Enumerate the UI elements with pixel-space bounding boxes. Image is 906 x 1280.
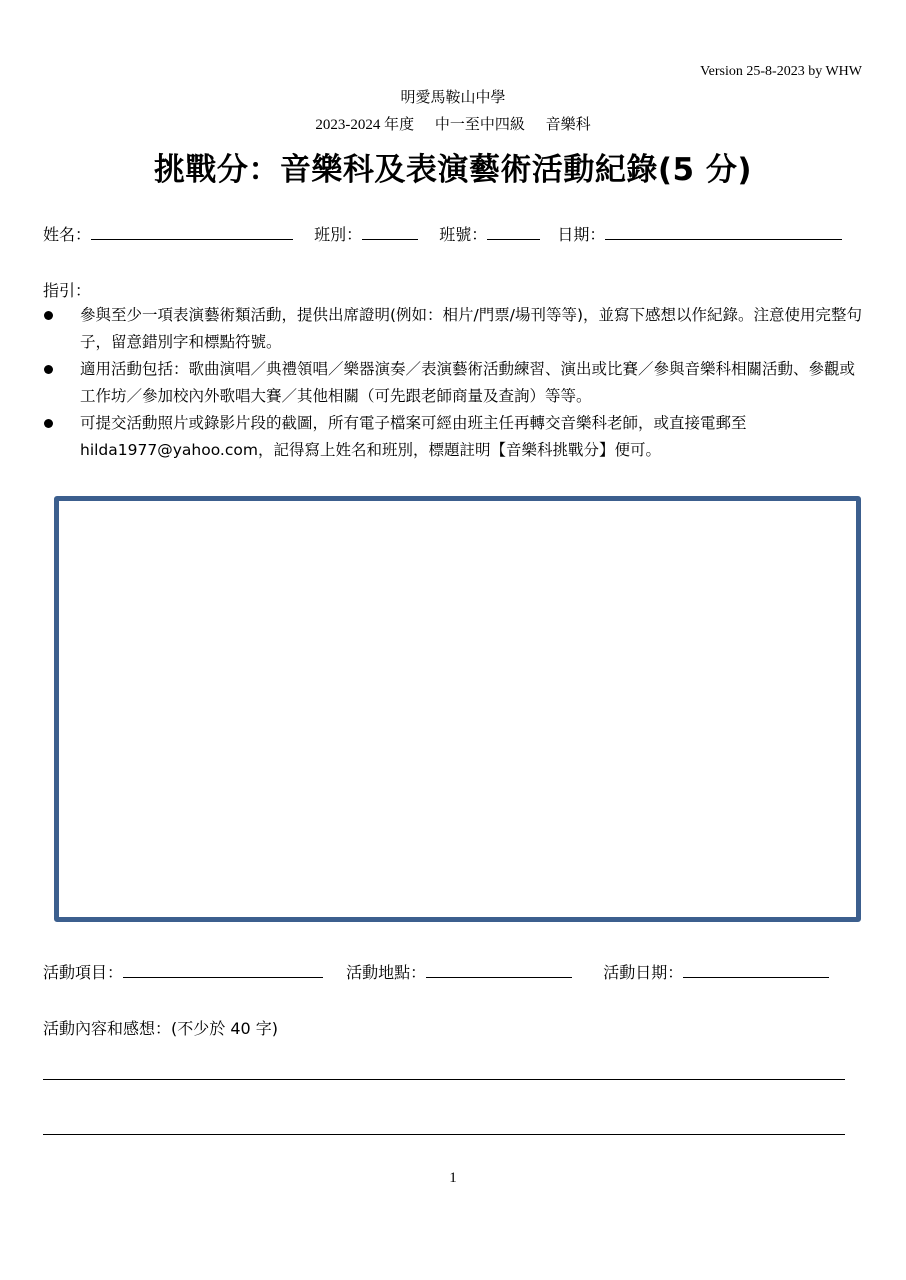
student-info-row [43,222,842,245]
reflection-label: 活動內容和感想：(不少於 40 字) [43,1019,279,1038]
name-label: 姓名： [43,225,92,244]
bullet-icon [44,365,53,374]
reflection-line[interactable] [43,1079,845,1080]
activity-info-row [43,960,829,983]
class-number-label: 班號： [439,225,488,244]
list-item: 可提交活動照片或錄影片段的截圖，所有電子檔案可經由班主任再轉交音樂科老師，或直接電郵至 hilda1977@yahoo.com，記得寫上姓名和班別，標題註明【音樂科挑戰分】便可。 [43,410,865,464]
page-number: 1 [449,1170,457,1186]
activity-location-field[interactable] [426,963,572,978]
date-label: 日期： [557,225,606,244]
form-range: 中一至中四級 [434,115,525,133]
list-item: 適用活動包括：歌曲演唱／典禮領唱／樂器演奏／表演藝術活動練習、演出或比賽／參與音樂科相關活動、參觀或工作坊／參加校內外歌唱大賽／其他相關（可先跟老師商量及查詢）等等。 [43,356,865,410]
bullet-icon [44,311,53,320]
school-name: 明愛馬鞍山中學 [400,88,506,106]
activity-item-label: 活動項目： [43,963,124,982]
activity-location-label: 活動地點： [346,963,427,982]
subject-name: 音樂科 [545,115,591,133]
year-line [0,113,906,134]
date-field[interactable] [605,225,842,240]
academic-year: 2023-2024 年度 [315,117,415,133]
photo-evidence-box[interactable] [54,496,861,922]
bullet-icon [44,419,53,428]
activity-date-field[interactable] [683,963,829,978]
class-label: 班別： [314,225,363,244]
reflection-line[interactable] [43,1134,845,1135]
name-field[interactable] [91,225,293,240]
version-note: Version 25-8-2023 by WHW [700,64,862,79]
activity-item-field[interactable] [123,963,323,978]
activity-date-label: 活動日期： [603,963,684,982]
guidelines-list [43,302,865,464]
list-item: 參與至少一項表演藝術類活動，提供出席證明(例如：相片/門票/場刊等等)，並寫下感想以作紀錄。注意使用完整句子，留意錯別字和標點符號。 [43,302,865,356]
guidelines-heading: 指引： [43,281,92,300]
class-field[interactable] [362,225,418,240]
class-number-field[interactable] [487,225,540,240]
page-title: 挑戰分：音樂科及表演藝術活動紀錄(5 分) [153,152,753,188]
